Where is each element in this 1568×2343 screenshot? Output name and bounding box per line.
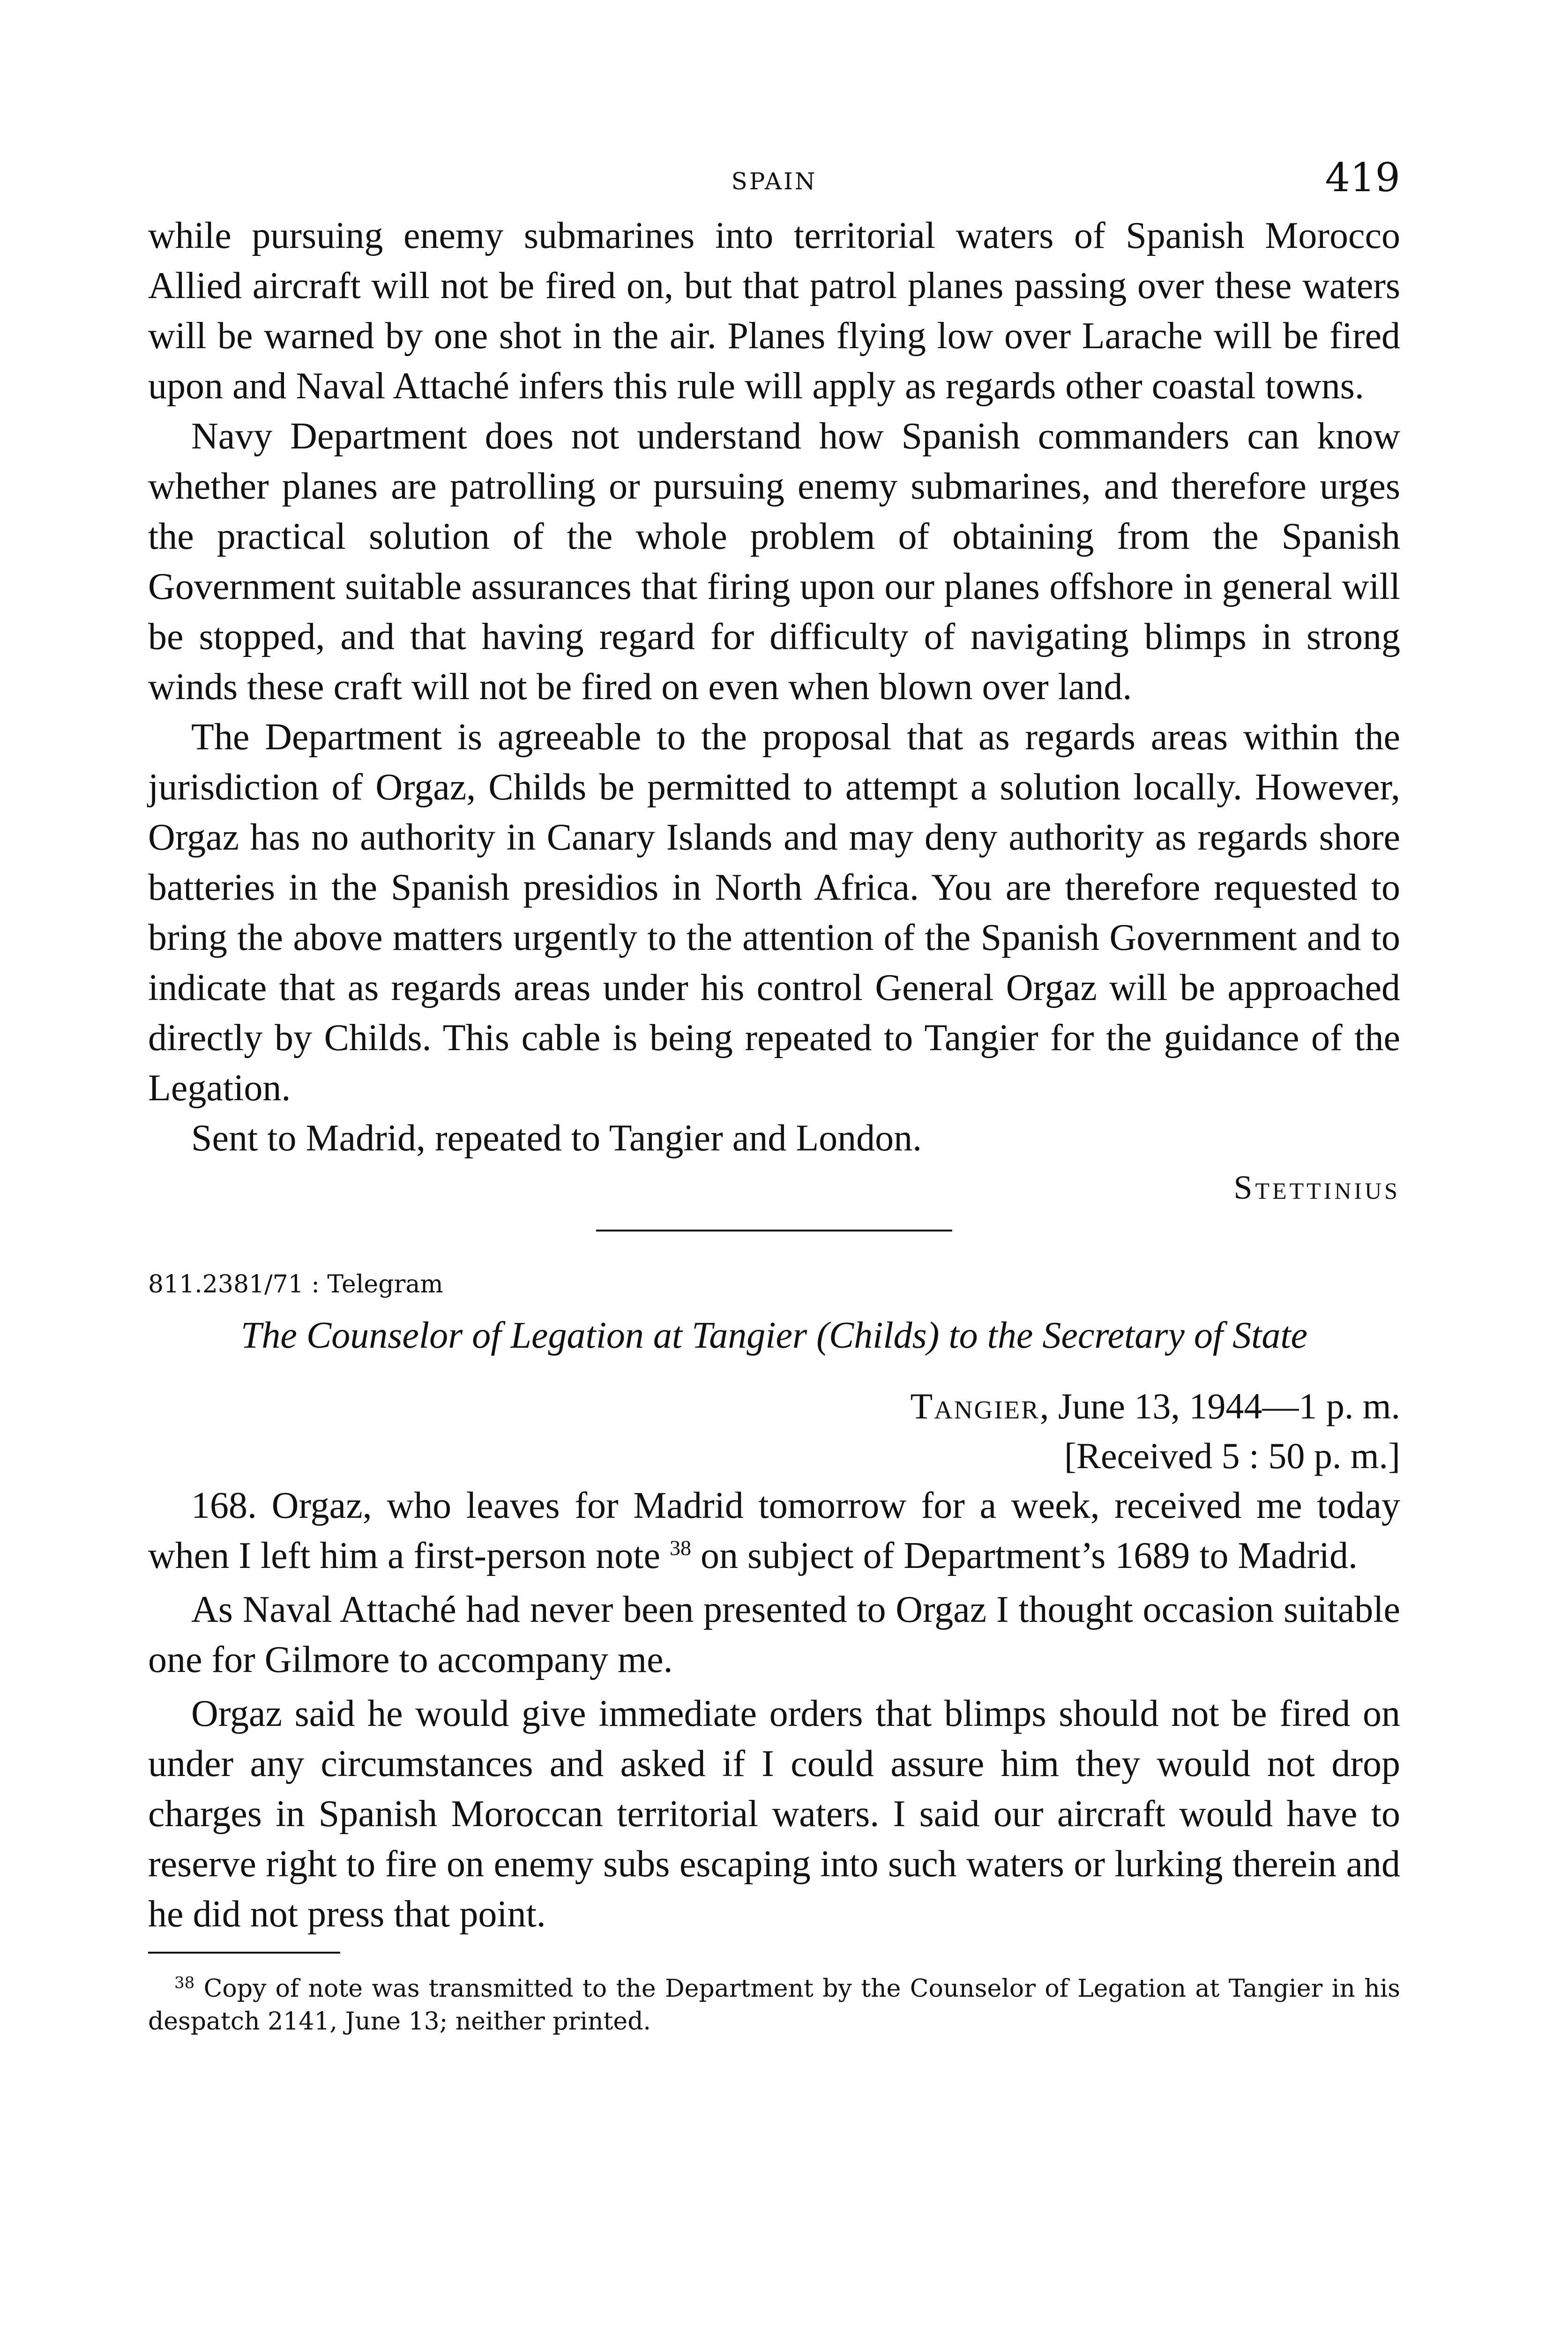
telegram-paragraph: Orgaz said he would give immediate orders that blimps should not be fired on under any circumstances and asked if I could assure him they would not drop charges in Spanish Moroccan territorial waters. I said our aircraft would have to reserve right to fire on enemy subs escaping into such waters or lurking therein and he did not press that point. — [148, 1693, 1400, 1935]
signature: Stettinius — [1233, 1169, 1400, 1206]
file-reference: 811.2381/71 : Telegram — [148, 1270, 443, 1298]
footnote-text: Copy of note was transmitted to the Department by the Counselor of Legation at Tangier in his despatch 2141, June 13; neither printed. — [148, 1975, 1400, 2036]
telegram-paragraph-text: on subject of Department’s 1689 to Madrid. — [691, 1535, 1358, 1576]
telegram-paragraph — [148, 1481, 1400, 1581]
continuation-paragraph: while pursuing enemy submarines into territorial waters of Spanish Morocco Allied aircraft will not be fired on, but that patrol planes passing over these waters will be warned by one shot in the air. Planes flying low over Larache will be fired upon and Naval Attaché infers this rule will apply as regards other coastal towns. — [148, 215, 1400, 407]
telegram-paragraph: As Naval Attaché had never been presented to Orgaz I thought occasion suitable one for Gilmore to accompany me. — [148, 1589, 1400, 1680]
footnote — [148, 1972, 1400, 2038]
dateline-place: Tangier — [910, 1386, 1040, 1426]
continuation-paragraph: The Department is agreeable to the proposal that as regards areas within the jurisdiction of Orgaz, Childs be permitted to attempt a solution locally. However, Orgaz has no authority in Canary Islands and may deny authority as regards shore batteries in the Spanish presidios in North Africa. You are therefore requested to bring the above matters urgently to the attention of the Spanish Government and to indicate that as regards areas under his control General Orgaz will be approached directly by Childs. This cable is being repeated to Tangier for the guidance of the Legation. — [148, 716, 1400, 1109]
continuation-paragraph: Sent to Madrid, repeated to Tangier and London. — [191, 1118, 922, 1159]
running-head — [148, 155, 1400, 211]
page-number: 419 — [1325, 155, 1400, 201]
dateline — [148, 1381, 1400, 1431]
footnote-divider — [148, 1952, 340, 1954]
footnote-mark: 38 — [174, 1973, 195, 1992]
received-line: [Received 5 : 50 p. m.] — [1064, 1435, 1400, 1476]
running-title: SPAIN — [731, 168, 817, 195]
dateline-date: , June 13, 1944—1 p. m. — [1039, 1386, 1400, 1426]
telegram-paragraph-text: 168. Orgaz, who leaves for Madrid tomorrow for a week, received me today when I left him a first-person note — [148, 1485, 1400, 1576]
section-divider — [596, 1230, 952, 1231]
document-page — [148, 155, 1400, 2038]
continuation-paragraph: Navy Department does not understand how Spanish commanders can know whether planes are patrolling or pursuing enemy submarines, and therefore urges the practical solution of the whole problem of obtaining from the Spanish Government suitable assurances that firing upon our planes offshore in general will be stopped, and that having regard for difficulty of navigating blimps in strong winds these craft will not be fired on even when blown over land. — [148, 416, 1400, 708]
document-title: The Counselor of Legation at Tangier (Childs) to the Secretary of State — [240, 1315, 1308, 1356]
footnote-reference[interactable]: 38 — [670, 1536, 692, 1560]
